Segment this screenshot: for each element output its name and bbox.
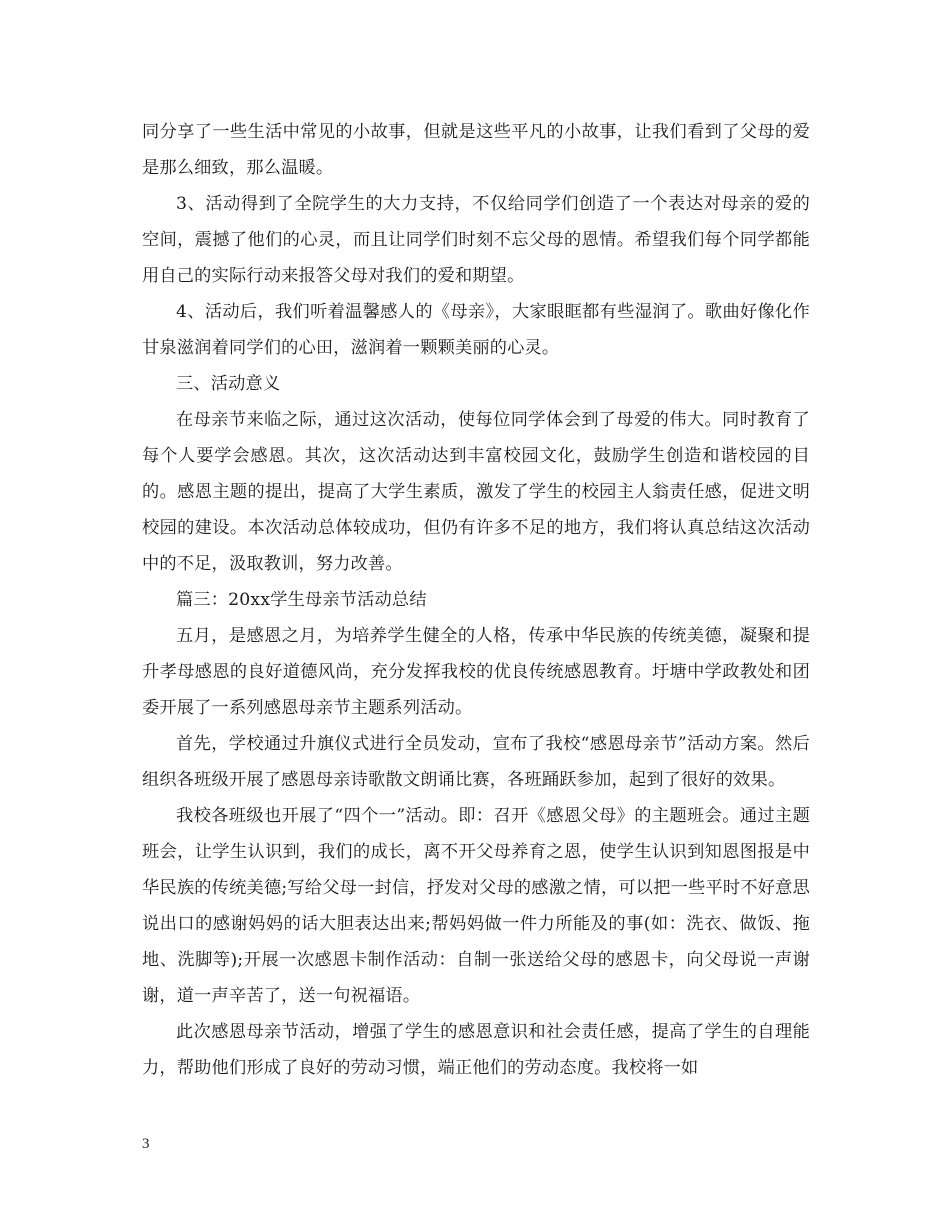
paragraph-four-ones: 我校各班级也开展了“四个一”活动。即：召开《感恩父母》的主题班会。通过主题班会，让学生认识到，我们的成长，离不开父母养育之恩，使学生认识到知恩图报是中华民族的传统美德;写给父母一封信，抒发对父母的感激之情，可以把一些平时不好意思说出口的感谢妈妈的话大胆表达出来;帮妈妈做一件力所能及的事(如：洗衣、做饭、拖地、洗脚等);开展一次感恩卡制作活动：自制一张送给父母的感恩卡，向父母说一声谢谢，道一声辛苦了，送一句祝福语。	[142, 806, 810, 1006]
body-text	[142, 114, 810, 1086]
section-heading-significance: 三、活动意义	[176, 374, 281, 394]
paragraph-point-3: 3、活动得到了全院学生的大力支持，不仅给同学们创造了一个表达对母亲的爱的空间，震撼了他们的心灵，而且让同学们时刻不忘父母的恩情。希望我们每个同学都能用自己的实际行动来报答父母对我们的爱和期望。	[142, 194, 810, 286]
section-heading-part-3: 篇三：20xx学生母亲节活动总结	[176, 590, 427, 610]
paragraph-conclusion: 此次感恩母亲节活动，增强了学生的感恩意识和社会责任感，提高了学生的自理能力，帮助他们形成了良好的劳动习惯，端正他们的劳动态度。我校将一如	[142, 1022, 810, 1078]
paragraph-continuation: 同分享了一些生活中常见的小故事，但就是这些平凡的小故事，让我们看到了父母的爱是那么细致，那么温暖。	[142, 122, 810, 178]
paragraph-first: 首先，学校通过升旗仪式进行全员发动，宣布了我校“感恩母亲节”活动方案。然后组织各班级开展了感恩母亲诗歌散文朗诵比赛，各班踊跃参加，起到了很好的效果。	[142, 734, 810, 790]
paragraph-significance: 在母亲节来临之际，通过这次活动，使每位同学体会到了母爱的伟大。同时教育了每个人要学会感恩。其次，这次活动达到丰富校园文化，鼓励学生创造和谐校园的目的。感恩主题的提出，提高了大学生素质，激发了学生的校园主人翁责任感，促进文明校园的建设。本次活动总体较成功，但仍有许多不足的地方，我们将认真总结这次活动中的不足，汲取教训，努力改善。	[142, 410, 810, 574]
paragraph-may: 五月，是感恩之月，为培养学生健全的人格，传承中华民族的传统美德，凝聚和提升孝母感恩的良好道德风尚，充分发挥我校的优良传统感恩教育。圩塘中学政教处和团委开展了一系列感恩母亲节主题系列活动。	[142, 626, 810, 718]
page-number: 3	[142, 1136, 150, 1152]
paragraph-point-4: 4、活动后，我们听着温馨感人的《母亲》，大家眼眶都有些湿润了。歌曲好像化作甘泉滋润着同学们的心田，滋润着一颗颗美丽的心灵。	[142, 302, 810, 358]
